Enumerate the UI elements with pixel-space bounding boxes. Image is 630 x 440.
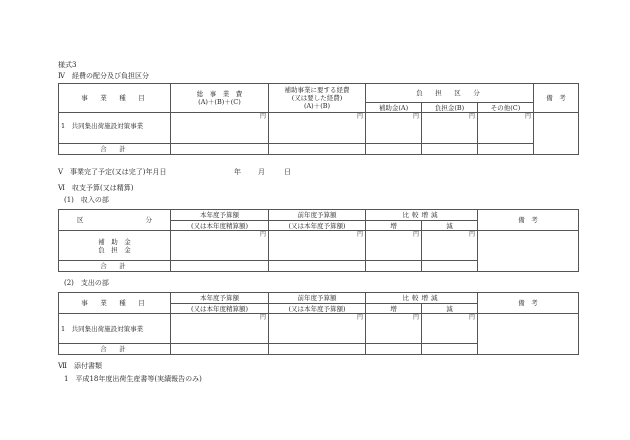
empty-cell xyxy=(422,344,478,355)
col-header-honnen: 本年度予算額 xyxy=(171,210,269,221)
col-header-hikaku: 比較増減 xyxy=(366,210,478,221)
yen-cell: 円 xyxy=(171,231,269,261)
col-header-kubun-right: 分 xyxy=(145,216,152,224)
col-header-total-main: 総 事 業 費 xyxy=(196,90,243,98)
col-header-futankin: 負担金(B) xyxy=(422,103,478,113)
month-label: 月 xyxy=(258,168,265,176)
total-row xyxy=(59,144,579,155)
row-label: 1 共同集出荷施設対策事業 xyxy=(59,314,171,344)
yen-cell: 円 xyxy=(422,231,478,261)
col-header-total xyxy=(171,84,269,113)
col-header-hojo-sub2: (A)＋(B) xyxy=(303,102,331,110)
total-label: 合 計 xyxy=(59,344,171,355)
col-header-sonota: その他(C) xyxy=(478,103,534,113)
yen-cell: 円 xyxy=(422,314,478,344)
total-label: 合 計 xyxy=(59,144,171,155)
col-header-biko: 備 考 xyxy=(534,84,579,113)
table-header-row xyxy=(59,84,579,103)
empty-cell xyxy=(171,144,269,155)
col-header-jigyo: 事 業 種 目 xyxy=(59,84,171,113)
empty-cell xyxy=(171,344,269,355)
section-7-title: Ⅶ 添付書類 xyxy=(58,362,103,370)
yen-cell: 円 xyxy=(269,314,366,344)
year-label: 年 xyxy=(234,168,241,176)
yen-cell: 円 xyxy=(366,231,422,261)
attachment-item-1: 1 平成18年度出荷生産書等(実績報告のみ) xyxy=(64,375,202,383)
empty-cell xyxy=(171,261,269,272)
empty-cell xyxy=(366,144,422,155)
form-number: 様式3 xyxy=(58,61,77,69)
col-header-zennen: 前年度予算額 xyxy=(269,293,366,304)
col-header-biko: 備 考 xyxy=(478,210,579,231)
income-futankin: 負 担 金 xyxy=(98,245,131,254)
expenditure-table xyxy=(58,292,579,355)
total-label: 合 計 xyxy=(59,261,171,272)
income-items xyxy=(59,231,171,261)
table-row xyxy=(59,113,579,144)
col-header-zo: 増 xyxy=(366,221,422,231)
col-header-kubun-left: 区 xyxy=(77,216,84,224)
empty-cell xyxy=(422,144,478,155)
yen-cell: 円 xyxy=(269,231,366,261)
biko-cell xyxy=(478,231,579,272)
col-header-hikaku: 比較増減 xyxy=(366,293,478,304)
section-4-title: Ⅳ 経費の配分及び負担区分 xyxy=(58,72,149,80)
col-header-hojo-sub1: (又は要した経費) xyxy=(291,94,343,102)
col-header-zo: 増 xyxy=(366,304,422,314)
col-header-kubun xyxy=(59,210,171,231)
biko-cell xyxy=(534,113,579,155)
col-header-futan: 負 担 区 分 xyxy=(366,84,534,103)
empty-cell xyxy=(478,144,534,155)
empty-cell xyxy=(269,261,366,272)
col-header-hojo-main: 補助事業に要する経費 xyxy=(284,86,350,94)
yen-cell: 円 xyxy=(366,314,422,344)
empty-cell xyxy=(269,344,366,355)
col-header-zennen: 前年度予算額 xyxy=(269,210,366,221)
income-hojokin: 補 助 金 xyxy=(98,237,131,246)
yen-cell: 円 xyxy=(171,113,269,144)
table-header-row xyxy=(59,210,579,221)
col-header-honnen-sub: (又は本年度精算額) xyxy=(171,304,269,314)
empty-cell xyxy=(366,261,422,272)
yen-cell: 円 xyxy=(366,113,422,144)
col-header-total-sub: (A)＋(B)＋(C) xyxy=(198,98,241,106)
col-header-gen: 減 xyxy=(422,221,478,231)
yen-cell: 円 xyxy=(171,314,269,344)
col-header-hojokin: 補助金(A) xyxy=(366,103,422,113)
table-row xyxy=(59,231,579,261)
yen-cell: 円 xyxy=(478,113,534,144)
income-subtitle: (1) 収入の部 xyxy=(64,196,109,204)
col-header-zennen-sub: (又は本年度予算額) xyxy=(269,221,366,231)
col-header-jigyo: 事 業 種 目 xyxy=(59,293,171,314)
empty-cell xyxy=(366,344,422,355)
income-table xyxy=(58,209,579,272)
col-header-honnen-sub: (又は本年度精算額) xyxy=(171,221,269,231)
section-6-title: Ⅵ 収支予算(又は精算) xyxy=(58,184,134,192)
expense-allocation-table xyxy=(58,83,579,155)
col-header-honnen: 本年度予算額 xyxy=(171,293,269,304)
table-header-row xyxy=(59,293,579,304)
empty-cell xyxy=(422,261,478,272)
day-label: 日 xyxy=(284,168,291,176)
empty-cell xyxy=(269,144,366,155)
yen-cell: 円 xyxy=(269,113,366,144)
row-label: 1 共同集出荷施設対策事業 xyxy=(59,113,171,144)
col-header-hojo xyxy=(269,84,366,113)
table-row xyxy=(59,314,579,344)
yen-cell: 円 xyxy=(422,113,478,144)
expense-subtitle: (2) 支出の部 xyxy=(64,279,109,287)
col-header-zennen-sub: (又は本年度予算額) xyxy=(269,304,366,314)
col-header-gen: 減 xyxy=(422,304,478,314)
section-5-title: Ⅴ 事業完了予定(又は完了)年月日 xyxy=(58,168,167,176)
biko-cell xyxy=(478,314,579,355)
col-header-biko: 備 考 xyxy=(478,293,579,314)
